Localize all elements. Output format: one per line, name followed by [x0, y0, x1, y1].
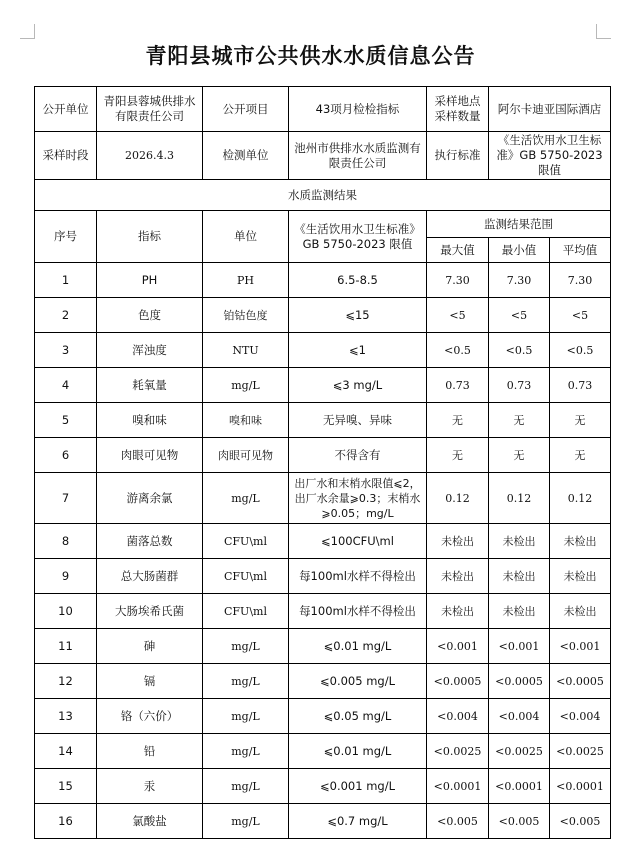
row-no: 13 — [35, 699, 97, 734]
unit-label: 公开单位 — [35, 87, 97, 132]
row-indicator: 铅 — [97, 734, 203, 769]
row-min: <5 — [489, 298, 550, 333]
row-limit: 6.5-8.5 — [289, 263, 427, 298]
row-min: 0.73 — [489, 368, 550, 403]
row-avg: <0.0025 — [550, 734, 611, 769]
header-indicator: 指标 — [97, 211, 203, 263]
row-avg: <0.0001 — [550, 769, 611, 804]
row-limit: 不得含有 — [289, 438, 427, 473]
table-row — [35, 804, 611, 839]
table-row — [35, 769, 611, 804]
row-min: 0.12 — [489, 473, 550, 524]
header-no: 序号 — [35, 211, 97, 263]
row-min: <0.0005 — [489, 664, 550, 699]
row-limit: ⩽0.01 mg/L — [289, 734, 427, 769]
row-unit: 嗅和味 — [203, 403, 289, 438]
row-no: 12 — [35, 664, 97, 699]
row-no: 10 — [35, 594, 97, 629]
row-unit: CFU\ml — [203, 594, 289, 629]
row-limit: ⩽3 mg/L — [289, 368, 427, 403]
site-label: 采样地点 采样数量 — [427, 87, 489, 132]
row-avg: <0.0005 — [550, 664, 611, 699]
row-limit: ⩽0.7 mg/L — [289, 804, 427, 839]
row-no: 16 — [35, 804, 97, 839]
row-min: 未检出 — [489, 524, 550, 559]
column-header-row — [35, 211, 611, 238]
row-avg: <0.5 — [550, 333, 611, 368]
row-indicator: 游离余氯 — [97, 473, 203, 524]
row-no: 5 — [35, 403, 97, 438]
row-min: 未检出 — [489, 559, 550, 594]
header-max: 最大值 — [427, 238, 489, 263]
row-indicator: 铬（六价） — [97, 699, 203, 734]
row-avg: 0.73 — [550, 368, 611, 403]
table-row — [35, 559, 611, 594]
header-range: 监测结果范围 — [427, 211, 611, 238]
lab-value: 池州市供排水水质监测有限责任公司 — [289, 132, 427, 180]
row-avg: <5 — [550, 298, 611, 333]
site-value: 阿尔卡迪亚国际酒店 — [489, 87, 611, 132]
row-avg: <0.005 — [550, 804, 611, 839]
section-title: 水质监测结果 — [35, 180, 611, 211]
row-limit: ⩽0.01 mg/L — [289, 629, 427, 664]
row-indicator: 嗅和味 — [97, 403, 203, 438]
page-corner-mark-left — [20, 24, 35, 39]
row-max: <0.0001 — [427, 769, 489, 804]
row-unit: 肉眼可见物 — [203, 438, 289, 473]
section-row — [35, 180, 611, 211]
row-no: 2 — [35, 298, 97, 333]
table-row — [35, 699, 611, 734]
item-value: 43项月检检指标 — [289, 87, 427, 132]
row-indicator: 总大肠菌群 — [97, 559, 203, 594]
row-no: 6 — [35, 438, 97, 473]
row-indicator: 肉眼可见物 — [97, 438, 203, 473]
row-max: <5 — [427, 298, 489, 333]
header-avg: 平均值 — [550, 238, 611, 263]
row-unit: mg/L — [203, 368, 289, 403]
row-min: 7.30 — [489, 263, 550, 298]
header-limit: 《生活饮用水卫生标准》GB 5750-2023 限值 — [289, 211, 427, 263]
row-unit: mg/L — [203, 629, 289, 664]
row-limit: 出厂水和末梢水限值⩽2，出厂水余量⩾0.3；末梢水⩾0.05；mg/L — [289, 473, 427, 524]
row-min: <0.0025 — [489, 734, 550, 769]
row-unit: NTU — [203, 333, 289, 368]
row-max: 无 — [427, 438, 489, 473]
row-no: 11 — [35, 629, 97, 664]
table-row — [35, 368, 611, 403]
row-avg: <0.004 — [550, 699, 611, 734]
table-row — [35, 403, 611, 438]
row-limit: 每100ml水样不得检出 — [289, 594, 427, 629]
table-row — [35, 298, 611, 333]
row-limit: 无异嗅、异味 — [289, 403, 427, 438]
lab-label: 检测单位 — [203, 132, 289, 180]
water-quality-table — [34, 86, 611, 839]
row-limit: ⩽0.005 mg/L — [289, 664, 427, 699]
row-max: 未检出 — [427, 559, 489, 594]
row-no: 8 — [35, 524, 97, 559]
table-row — [35, 473, 611, 524]
page-title: 青阳县城市公共供水水质信息公告 — [145, 44, 476, 68]
table-row — [35, 333, 611, 368]
row-max: <0.004 — [427, 699, 489, 734]
row-min: <0.001 — [489, 629, 550, 664]
row-indicator: 大肠埃希氏菌 — [97, 594, 203, 629]
header-min: 最小值 — [489, 238, 550, 263]
row-max: 无 — [427, 403, 489, 438]
row-indicator: 汞 — [97, 769, 203, 804]
table-row — [35, 734, 611, 769]
table-row — [35, 664, 611, 699]
row-no: 14 — [35, 734, 97, 769]
row-max: <0.005 — [427, 804, 489, 839]
page-corner-mark-right — [596, 24, 611, 39]
row-indicator: 耗氧量 — [97, 368, 203, 403]
info-row-1 — [35, 87, 611, 132]
row-max: <0.001 — [427, 629, 489, 664]
row-max: 0.12 — [427, 473, 489, 524]
row-indicator: 菌落总数 — [97, 524, 203, 559]
info-row-2 — [35, 132, 611, 180]
row-avg: 7.30 — [550, 263, 611, 298]
row-limit: ⩽1 — [289, 333, 427, 368]
table-row — [35, 594, 611, 629]
row-indicator: 砷 — [97, 629, 203, 664]
row-limit: ⩽0.05 mg/L — [289, 699, 427, 734]
row-unit: mg/L — [203, 769, 289, 804]
row-max: <0.0025 — [427, 734, 489, 769]
row-unit: mg/L — [203, 734, 289, 769]
table-row — [35, 629, 611, 664]
row-limit: ⩽100CFU\ml — [289, 524, 427, 559]
row-no: 1 — [35, 263, 97, 298]
row-max: 未检出 — [427, 594, 489, 629]
time-value: 2026.4.3 — [97, 132, 203, 180]
row-indicator: 浑浊度 — [97, 333, 203, 368]
row-no: 3 — [35, 333, 97, 368]
row-indicator: 镉 — [97, 664, 203, 699]
row-avg: 未检出 — [550, 524, 611, 559]
row-avg: 0.12 — [550, 473, 611, 524]
row-max: 7.30 — [427, 263, 489, 298]
row-no: 7 — [35, 473, 97, 524]
row-min: 无 — [489, 403, 550, 438]
row-max: <0.0005 — [427, 664, 489, 699]
row-no: 15 — [35, 769, 97, 804]
row-unit: 铂钴色度 — [203, 298, 289, 333]
unit-value: 青阳县蓉城供排水有限责任公司 — [97, 87, 203, 132]
row-limit: ⩽15 — [289, 298, 427, 333]
row-unit: mg/L — [203, 804, 289, 839]
row-indicator: 色度 — [97, 298, 203, 333]
row-min: <0.0001 — [489, 769, 550, 804]
header-unit: 单位 — [203, 211, 289, 263]
row-min: 无 — [489, 438, 550, 473]
table-row — [35, 263, 611, 298]
row-avg: <0.001 — [550, 629, 611, 664]
row-unit: CFU\ml — [203, 524, 289, 559]
row-avg: 无 — [550, 403, 611, 438]
row-unit: mg/L — [203, 699, 289, 734]
row-max: 0.73 — [427, 368, 489, 403]
row-max: 未检出 — [427, 524, 489, 559]
row-limit: ⩽0.001 mg/L — [289, 769, 427, 804]
row-unit: mg/L — [203, 664, 289, 699]
row-unit: CFU\ml — [203, 559, 289, 594]
row-min: 未检出 — [489, 594, 550, 629]
row-avg: 无 — [550, 438, 611, 473]
row-unit: mg/L — [203, 473, 289, 524]
table-row — [35, 438, 611, 473]
row-limit: 每100ml水样不得检出 — [289, 559, 427, 594]
row-no: 4 — [35, 368, 97, 403]
time-label: 采样时段 — [35, 132, 97, 180]
row-avg: 未检出 — [550, 559, 611, 594]
row-min: <0.5 — [489, 333, 550, 368]
row-no: 9 — [35, 559, 97, 594]
table-row — [35, 524, 611, 559]
std-value: 《生活饮用水卫生标准》GB 5750-2023 限值 — [489, 132, 611, 180]
row-unit: PH — [203, 263, 289, 298]
row-max: <0.5 — [427, 333, 489, 368]
row-min: <0.005 — [489, 804, 550, 839]
row-indicator: 氯酸盐 — [97, 804, 203, 839]
row-avg: 未检出 — [550, 594, 611, 629]
row-indicator: PH — [97, 263, 203, 298]
item-label: 公开项目 — [203, 87, 289, 132]
row-min: <0.004 — [489, 699, 550, 734]
std-label: 执行标准 — [427, 132, 489, 180]
